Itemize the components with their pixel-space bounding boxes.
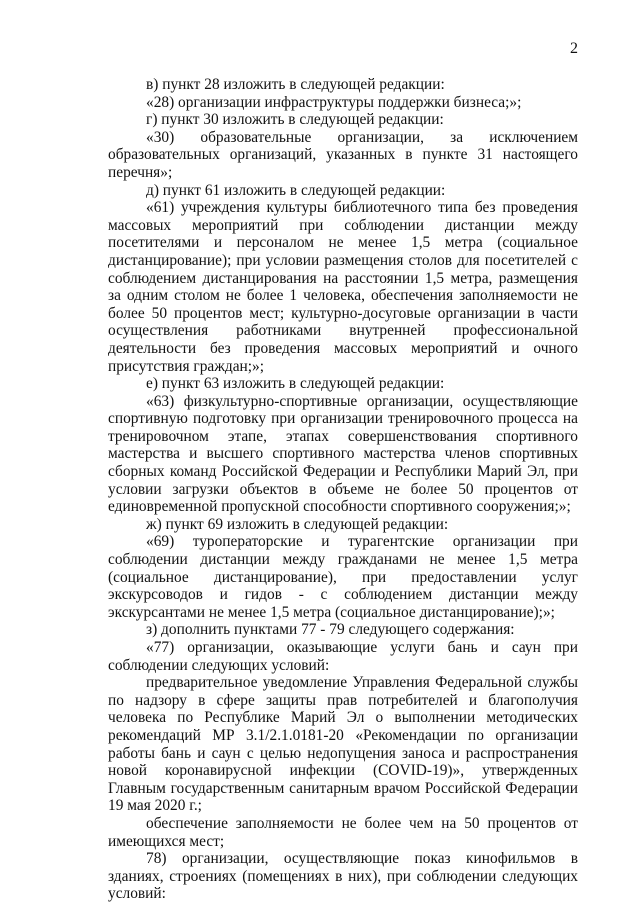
paragraph: «30) образовательные организации, за исключением образовательных организаций, указанных в пункте 31 настоящего перечня»; (108, 128, 578, 181)
paragraph: в) пункт 28 изложить в следующей редакции: (146, 76, 445, 93)
paragraph: «69) туроператорские и турагентские организации при соблюдении дистанции между гражданами не менее 1,5 метра (социальное дистанцирование), при предоставлении услуг экскурсоводов и гидов - с соблюдением дистанции между экскурсантами не менее 1,5 метра (социальное дистанцирование);»; (108, 533, 578, 621)
paragraph: г) пункт 30 изложить в следующей редакции: (146, 111, 444, 129)
paragraph: предварительное уведомление Управления Федеральной службы по надзору в сфере защиты прав потребителей и благополучия человека по Республике Марий Эл о выполнении методических рекомендаций МР 3.1/2.1.0181-20 «Рекомендации по организации работы бань и саун с целью недопущения заноса и распространения новой коронавирусной инфекции (COVID-19)», утвержденных Главным государственным санитарным врачом Российской Федерации 19 мая 2020 г.; (108, 674, 578, 815)
paragraph: обеспечение заполняемости не более чем на 50 процентов от имеющихся мест; (108, 814, 578, 850)
paragraph: «28) организации инфраструктуры поддержки бизнеса;»; (146, 93, 522, 111)
paragraph: д) пункт 61 изложить в следующей редакции: (146, 181, 446, 199)
document-body (108, 76, 578, 903)
paragraph: ж) пункт 69 изложить в следующей редакции: (146, 515, 449, 533)
paragraph: 78) организации, осуществляющие показ кинофильмов в зданиях, строениях (помещениях в них), при соблюдении следующих условий: (108, 850, 578, 903)
paragraph: «61) учреждения культуры библиотечного типа без проведения массовых мероприятий при соблюдении дистанции между посетителями и персоналом не менее 1,5 метра (социальное дистанцирование); при условии размещения столов для посетителей с соблюдением дистанцирования на расстоянии 1,5 метра, размещения за одним столом не более 1 человека, обеспечения заполняемости не более 50 процентов мест; культурно-досуговые организации в части осуществления работниками внутренней профессиональной деятельности без проведения массовых мероприятий и очного присутствия граждан;»; (108, 199, 578, 375)
paragraph: «63) физкультурно-спортивные организации, осуществляющие спортивную подготовку при организации тренировочного процесса на тренировочном этапе, этапах совершенствования спортивного мастерства и высшего спортивного мастерства членов спортивных сборных команд Российской Федерации и Республики Марий Эл, при условии загрузки объектов в объеме не более 50 процентов от единовременной пропускной способности спортивного сооружения;»; (108, 392, 578, 516)
page-number: 2 (570, 40, 578, 57)
paragraph: е) пункт 63 изложить в следующей редакции: (146, 375, 445, 393)
paragraph: з) дополнить пунктами 77 - 79 следующего содержания: (146, 621, 515, 639)
paragraph: «77) организации, оказывающие услуги бань и саун при соблюдении следующих условий: (108, 639, 578, 674)
